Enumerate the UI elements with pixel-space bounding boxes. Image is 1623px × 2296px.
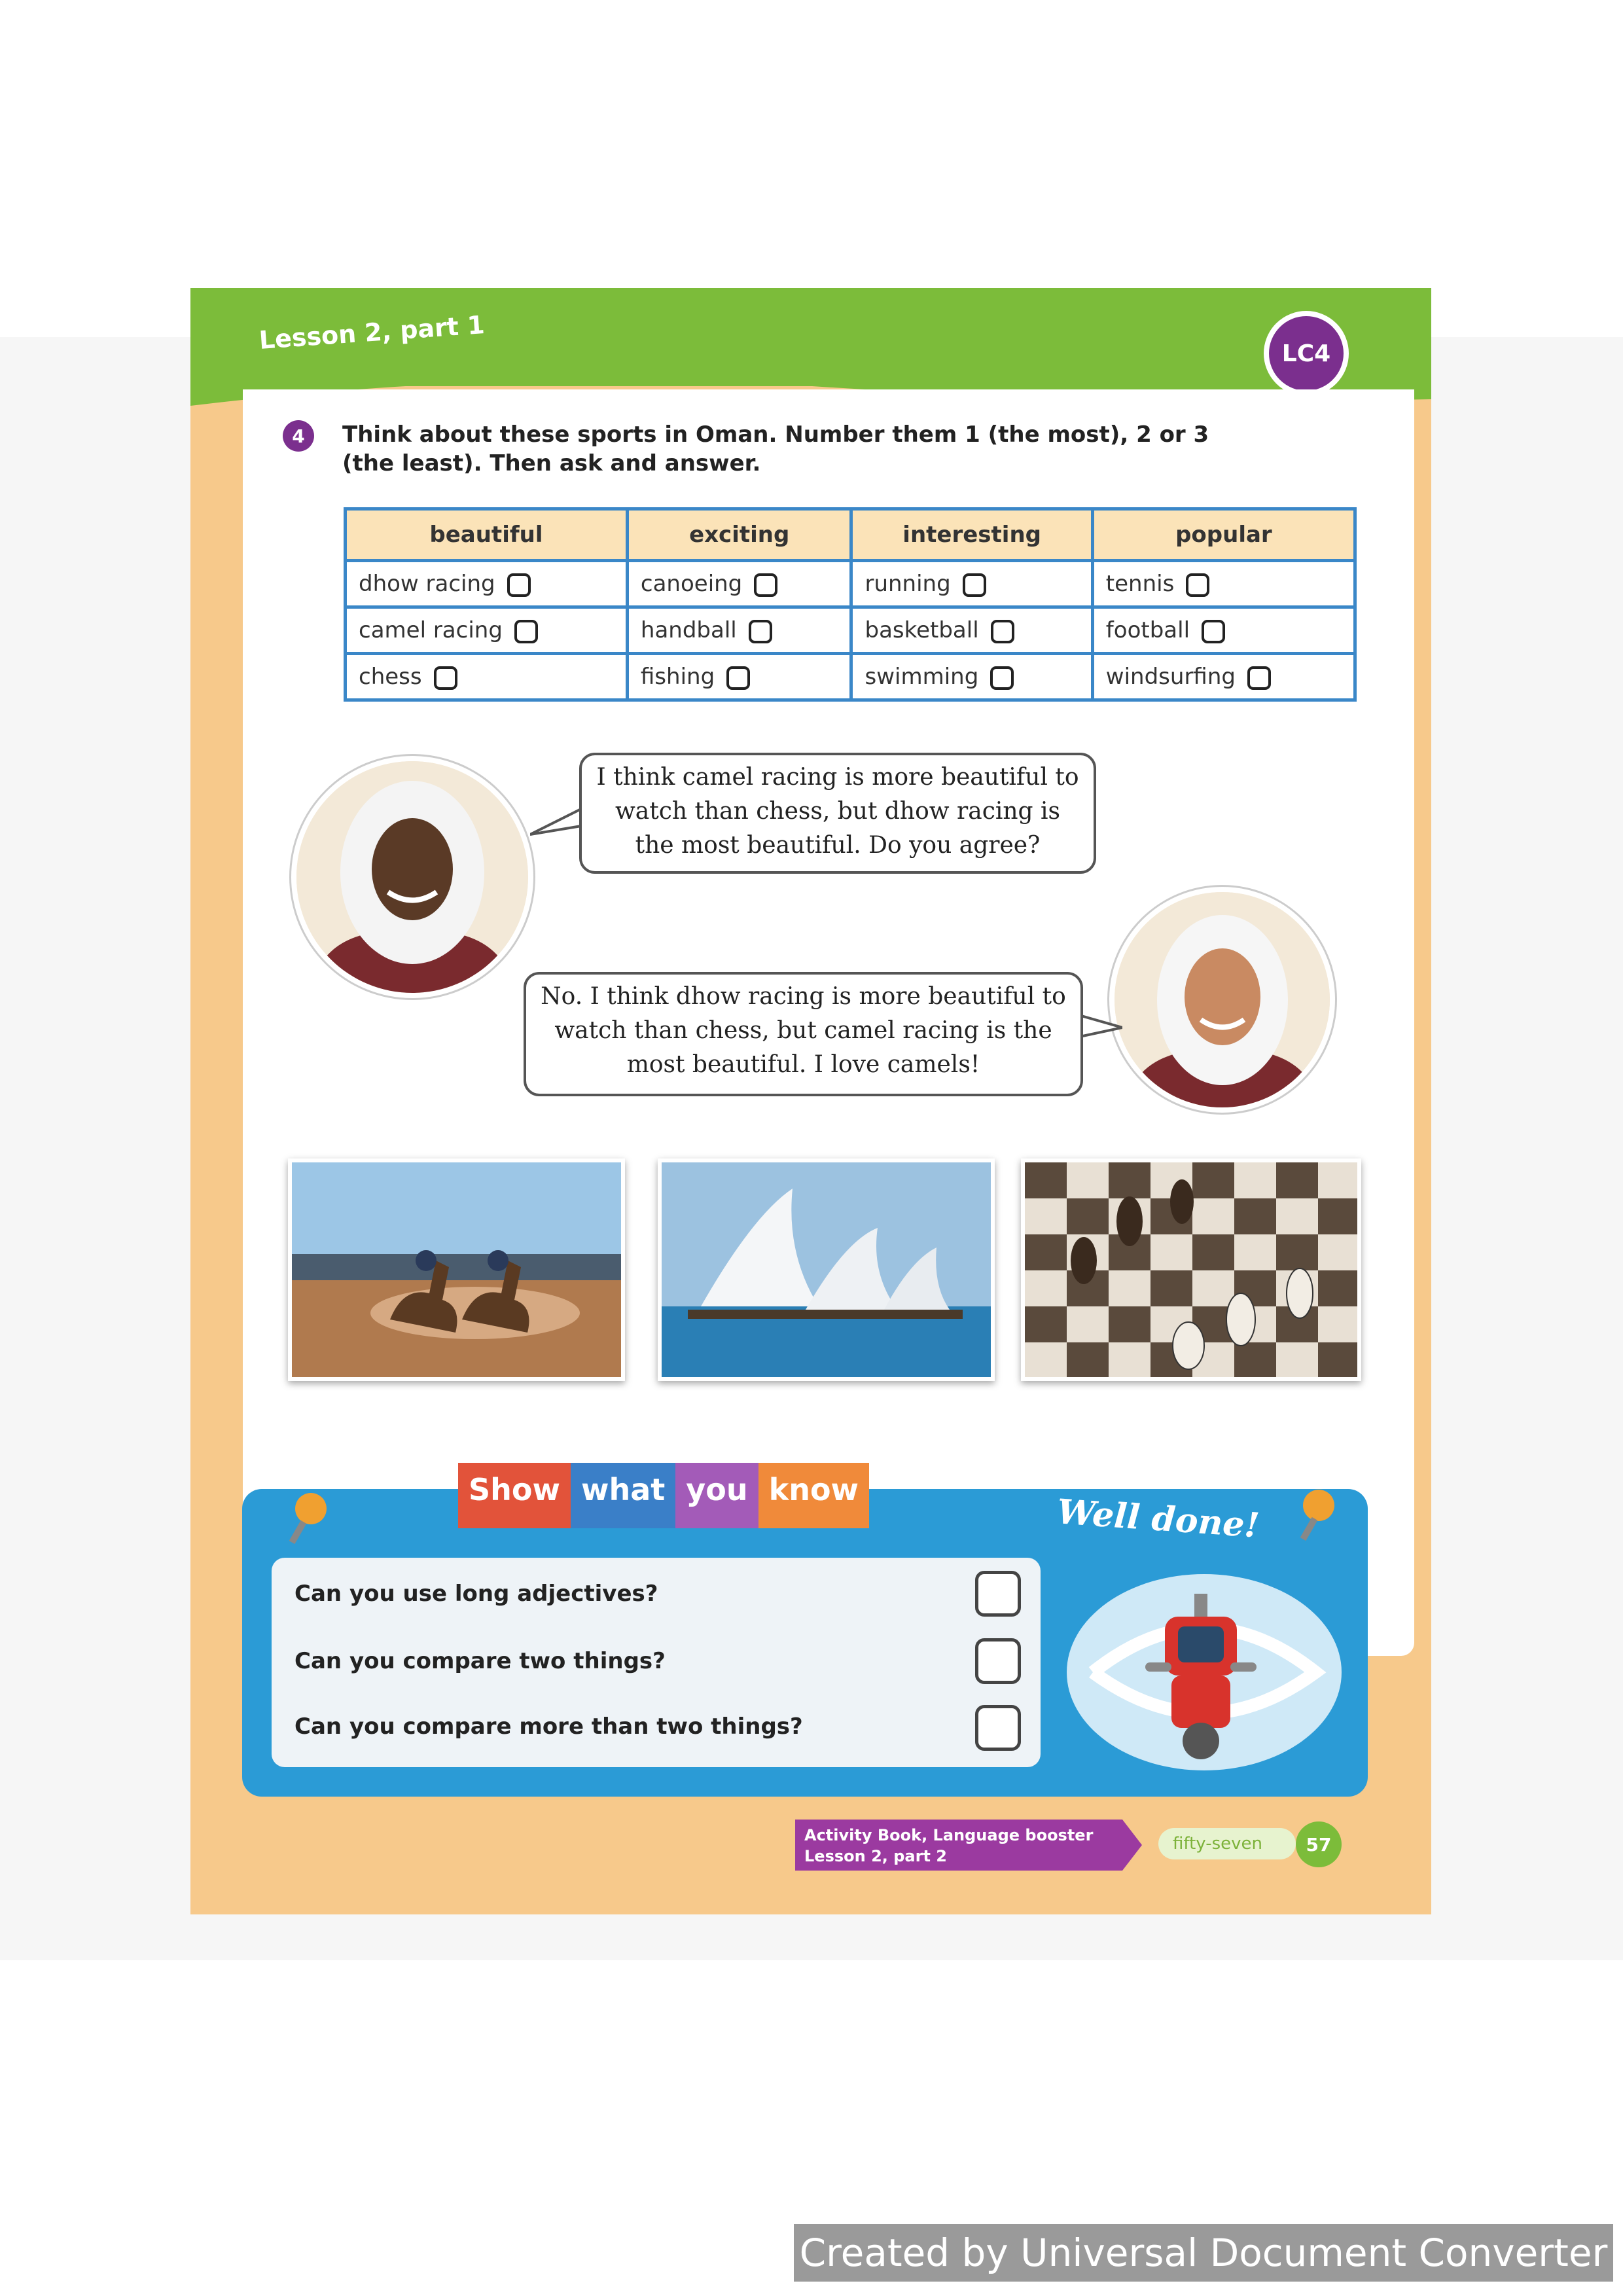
show-what-you-know-title <box>458 1463 869 1528</box>
title-word-show: Show <box>458 1463 571 1528</box>
robot-icon <box>1054 1558 1355 1787</box>
checkbox-question-1[interactable] <box>975 1571 1021 1617</box>
number-box[interactable] <box>754 573 777 597</box>
bubble2-tail <box>1077 1008 1122 1047</box>
chess-photo <box>1021 1158 1361 1381</box>
activity-book-link[interactable] <box>795 1820 1122 1871</box>
sport-label: running <box>865 571 951 597</box>
header-beautiful: beautiful <box>346 509 628 561</box>
number-box[interactable] <box>1247 666 1271 690</box>
page-number-word: fifty-seven <box>1158 1828 1296 1859</box>
girl-avatar-left <box>291 756 533 998</box>
title-word-you: you <box>675 1463 758 1528</box>
header-interesting: interesting <box>851 509 1092 561</box>
activity-book-lesson: Lesson 2, part 2 <box>804 1847 947 1865</box>
sport-label: fishing <box>640 664 715 690</box>
number-box[interactable] <box>990 666 1014 690</box>
girl-portrait-icon <box>1115 892 1330 1107</box>
activity-book-title: Activity Book, Language booster <box>804 1826 1094 1844</box>
header-popular: popular <box>1092 509 1355 561</box>
dhow-racing-photo <box>658 1158 995 1381</box>
number-box[interactable] <box>991 620 1014 643</box>
title-word-know: know <box>758 1463 869 1528</box>
checkbox-question-2[interactable] <box>975 1638 1021 1684</box>
sport-label: dhow racing <box>359 571 495 597</box>
sport-label: chess <box>359 664 422 690</box>
sports-table <box>344 507 1357 702</box>
question-2: Can you compare two things? <box>294 1648 666 1674</box>
question-3: Can you compare more than two things? <box>294 1713 803 1740</box>
speech-bubble-1: I think camel racing is more beautiful to watch than chess, but dhow racing is the most beautiful. Do you agree? <box>579 753 1096 874</box>
number-box[interactable] <box>434 666 457 690</box>
speech-bubble-2: No. I think dhow racing is more beautiful to watch than chess, but camel racing is the most beautiful. I love camels! <box>524 972 1083 1096</box>
camel-racing-photo <box>288 1158 625 1381</box>
activity-book-arrow <box>1122 1820 1142 1871</box>
number-box[interactable] <box>749 620 772 643</box>
pushpin-left-icon <box>281 1489 334 1548</box>
number-box[interactable] <box>1202 620 1225 643</box>
sport-label: camel racing <box>359 617 503 643</box>
dhow-sails-icon <box>662 1162 991 1377</box>
task-number: 4 <box>283 420 314 452</box>
sport-label: tennis <box>1105 571 1175 597</box>
number-box[interactable] <box>726 666 750 690</box>
task-instruction: Think about these sports in Oman. Number them 1 (the most), 2 or 3 (the least). Then ask and answer. <box>342 422 1209 476</box>
well-done-text: Well done! <box>1056 1492 1261 1546</box>
sport-label: windsurfing <box>1105 664 1236 690</box>
table-header-row <box>346 509 1355 561</box>
table-row <box>346 654 1355 700</box>
girl-avatar-right <box>1109 887 1335 1113</box>
girl-portrait-icon <box>296 761 528 993</box>
table-row <box>346 607 1355 654</box>
sport-label: football <box>1105 617 1190 643</box>
number-box[interactable] <box>963 573 986 597</box>
sport-label: swimming <box>865 664 979 690</box>
sport-label: basketball <box>865 617 979 643</box>
page-number: 57 <box>1296 1821 1342 1867</box>
sport-label: handball <box>640 617 737 643</box>
lesson-title: Lesson 2, part 1 <box>258 310 486 355</box>
number-box[interactable] <box>507 573 531 597</box>
title-word-what: what <box>571 1463 675 1528</box>
camel-racing-icon <box>292 1162 621 1377</box>
checkbox-question-3[interactable] <box>975 1705 1021 1751</box>
header-exciting: exciting <box>627 509 851 561</box>
number-box[interactable] <box>514 620 538 643</box>
number-box[interactable] <box>1186 573 1209 597</box>
sport-label: canoeing <box>640 571 743 597</box>
pushpin-right-icon <box>1293 1486 1345 1545</box>
converter-watermark: Created by Universal Document Converter <box>794 2224 1613 2282</box>
chessboard-icon <box>1025 1162 1357 1377</box>
lesson-badge: LC4 <box>1264 311 1349 396</box>
question-1: Can you use long adjectives? <box>294 1581 658 1607</box>
table-row <box>346 561 1355 607</box>
